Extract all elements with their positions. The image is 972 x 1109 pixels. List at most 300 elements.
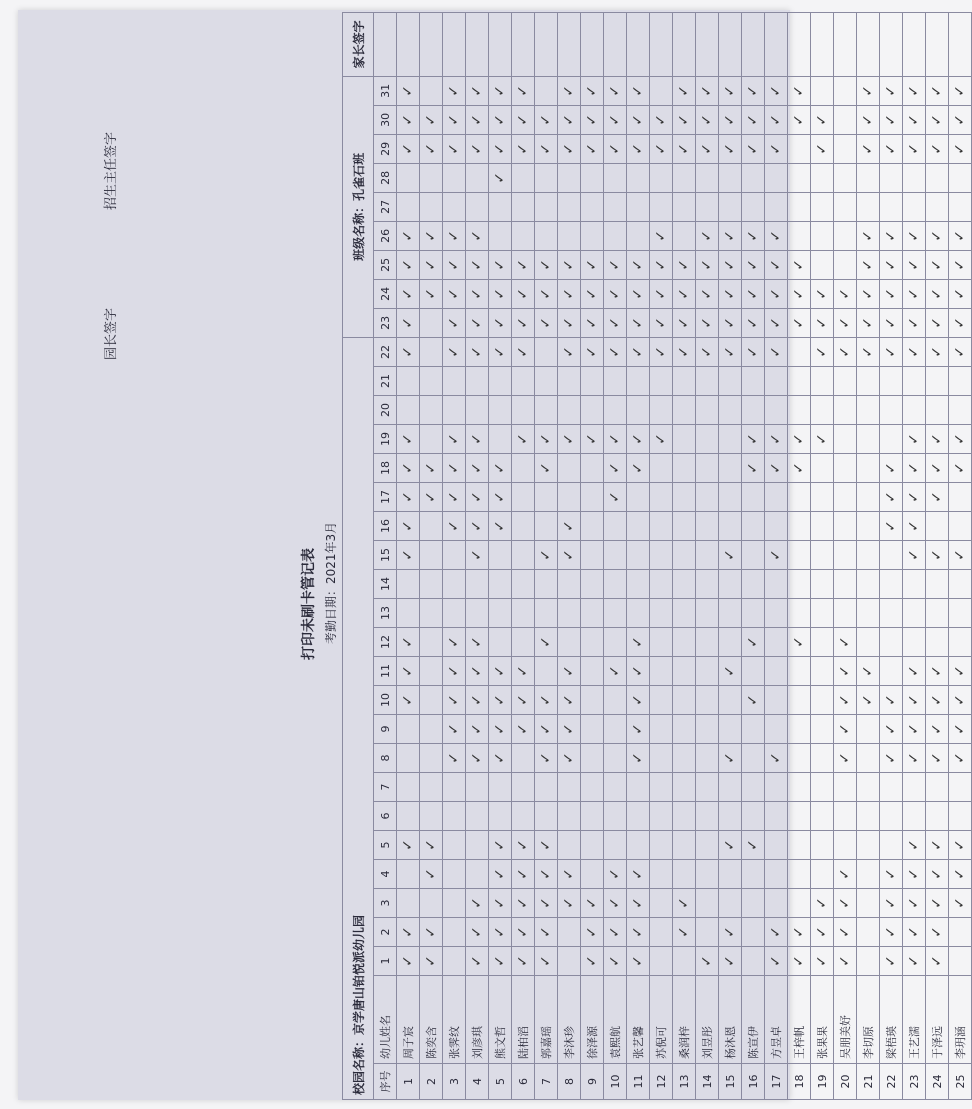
check-mark-icon: ✓ — [489, 686, 512, 715]
check-mark-icon: ✓ — [719, 221, 742, 250]
day-header: 29 — [374, 134, 397, 163]
empty-day-cell — [834, 454, 857, 483]
check-mark-icon: ✓ — [466, 947, 489, 976]
empty-day-cell — [742, 570, 765, 599]
check-mark-icon: ✓ — [489, 947, 512, 976]
check-mark-icon: ✓ — [466, 221, 489, 250]
day-header: 1 — [374, 947, 397, 976]
check-mark-icon: ✓ — [673, 76, 696, 105]
parent-signature-cell — [604, 12, 627, 76]
check-mark-icon: ✓ — [558, 308, 581, 337]
check-mark-icon: ✓ — [535, 105, 558, 134]
row-seq: 6 — [512, 1064, 535, 1100]
empty-day-cell — [512, 541, 535, 570]
row-seq: 23 — [903, 1064, 926, 1100]
empty-day-cell — [466, 570, 489, 599]
child-name: 苏倪可 — [650, 976, 673, 1064]
check-mark-icon: ✓ — [857, 308, 880, 337]
empty-day-cell — [650, 512, 673, 541]
empty-day-cell — [673, 947, 696, 976]
check-mark-icon: ✓ — [765, 425, 788, 454]
check-mark-icon: ✓ — [696, 134, 719, 163]
day-header: 3 — [374, 889, 397, 918]
check-mark-icon: ✓ — [627, 134, 650, 163]
empty-day-cell — [949, 947, 972, 976]
parent-signature-cell — [903, 12, 926, 76]
check-mark-icon: ✓ — [558, 105, 581, 134]
empty-day-cell — [489, 367, 512, 396]
day-header: 2 — [374, 918, 397, 947]
empty-day-cell — [880, 628, 903, 657]
check-mark-icon: ✓ — [535, 134, 558, 163]
check-mark-icon: ✓ — [765, 918, 788, 947]
check-mark-icon: ✓ — [742, 686, 765, 715]
check-mark-icon: ✓ — [949, 134, 972, 163]
empty-day-cell — [903, 396, 926, 425]
empty-day-cell — [650, 686, 673, 715]
empty-day-cell — [604, 744, 627, 773]
empty-day-cell — [443, 773, 466, 802]
check-mark-icon: ✓ — [604, 657, 627, 686]
check-mark-icon: ✓ — [397, 134, 420, 163]
check-mark-icon: ✓ — [466, 744, 489, 773]
check-mark-icon: ✓ — [903, 250, 926, 279]
empty-day-cell — [765, 483, 788, 512]
empty-day-cell — [650, 396, 673, 425]
check-mark-icon: ✓ — [558, 657, 581, 686]
check-mark-icon: ✓ — [949, 744, 972, 773]
empty-day-cell — [742, 483, 765, 512]
empty-day-cell — [673, 773, 696, 802]
check-mark-icon: ✓ — [696, 105, 719, 134]
table-row — [604, 12, 627, 1099]
empty-day-cell — [811, 599, 834, 628]
check-mark-icon: ✓ — [397, 279, 420, 308]
check-mark-icon: ✓ — [489, 279, 512, 308]
check-mark-icon: ✓ — [811, 134, 834, 163]
child-name: 于泽远 — [926, 976, 949, 1064]
empty-day-cell — [834, 773, 857, 802]
check-mark-icon: ✓ — [834, 279, 857, 308]
empty-day-cell — [673, 512, 696, 541]
empty-day-cell — [903, 773, 926, 802]
empty-day-cell — [558, 947, 581, 976]
empty-day-cell — [512, 163, 535, 192]
table-row — [880, 12, 903, 1099]
check-mark-icon: ✓ — [512, 715, 535, 744]
check-mark-icon: ✓ — [949, 76, 972, 105]
check-mark-icon: ✓ — [397, 105, 420, 134]
empty-day-cell — [420, 192, 443, 221]
check-mark-icon: ✓ — [880, 483, 903, 512]
check-mark-icon: ✓ — [811, 425, 834, 454]
empty-day-cell — [765, 396, 788, 425]
empty-day-cell — [650, 163, 673, 192]
table-header-row — [374, 12, 397, 1099]
check-mark-icon: ✓ — [926, 425, 949, 454]
day-header: 18 — [374, 454, 397, 483]
check-mark-icon: ✓ — [788, 628, 811, 657]
check-mark-icon: ✓ — [443, 134, 466, 163]
empty-day-cell — [443, 367, 466, 396]
check-mark-icon: ✓ — [903, 889, 926, 918]
check-mark-icon: ✓ — [857, 279, 880, 308]
check-mark-icon: ✓ — [604, 134, 627, 163]
empty-day-cell — [604, 163, 627, 192]
day-header: 24 — [374, 279, 397, 308]
empty-day-cell — [397, 773, 420, 802]
empty-day-cell — [811, 628, 834, 657]
empty-day-cell — [604, 192, 627, 221]
check-mark-icon: ✓ — [742, 279, 765, 308]
empty-day-cell — [834, 192, 857, 221]
empty-day-cell — [673, 541, 696, 570]
check-mark-icon: ✓ — [949, 541, 972, 570]
check-mark-icon: ✓ — [466, 337, 489, 366]
empty-day-cell — [420, 657, 443, 686]
check-mark-icon: ✓ — [420, 454, 443, 483]
check-mark-icon: ✓ — [742, 221, 765, 250]
table-row — [903, 12, 926, 1099]
empty-day-cell — [397, 570, 420, 599]
check-mark-icon: ✓ — [627, 947, 650, 976]
check-mark-icon: ✓ — [581, 134, 604, 163]
check-mark-icon: ✓ — [696, 947, 719, 976]
check-mark-icon: ✓ — [903, 221, 926, 250]
check-mark-icon: ✓ — [604, 308, 627, 337]
empty-day-cell — [880, 163, 903, 192]
empty-day-cell — [696, 628, 719, 657]
empty-day-cell — [742, 744, 765, 773]
empty-day-cell — [765, 686, 788, 715]
check-mark-icon: ✓ — [834, 715, 857, 744]
check-mark-icon: ✓ — [512, 279, 535, 308]
check-mark-icon: ✓ — [443, 250, 466, 279]
empty-day-cell — [420, 744, 443, 773]
check-mark-icon: ✓ — [903, 337, 926, 366]
empty-day-cell — [420, 541, 443, 570]
empty-day-cell — [857, 454, 880, 483]
empty-day-cell — [420, 163, 443, 192]
check-mark-icon: ✓ — [489, 918, 512, 947]
parent-signature-cell — [696, 12, 719, 76]
check-mark-icon: ✓ — [650, 425, 673, 454]
empty-day-cell — [857, 802, 880, 831]
empty-day-cell — [673, 860, 696, 889]
check-mark-icon: ✓ — [880, 337, 903, 366]
table-row — [742, 12, 765, 1099]
day-header: 13 — [374, 599, 397, 628]
empty-day-cell — [443, 860, 466, 889]
child-name: 王艺濡 — [903, 976, 926, 1064]
empty-day-cell — [834, 367, 857, 396]
empty-day-cell — [880, 773, 903, 802]
empty-day-cell — [696, 744, 719, 773]
check-mark-icon: ✓ — [604, 483, 627, 512]
child-name: 李玥涵 — [949, 976, 972, 1064]
child-name: 吴朋美妤 — [834, 976, 857, 1064]
check-mark-icon: ✓ — [696, 76, 719, 105]
empty-day-cell — [903, 163, 926, 192]
check-mark-icon: ✓ — [650, 105, 673, 134]
check-mark-icon: ✓ — [949, 831, 972, 860]
empty-day-cell — [581, 512, 604, 541]
empty-day-cell — [949, 483, 972, 512]
empty-day-cell — [880, 367, 903, 396]
check-mark-icon: ✓ — [535, 279, 558, 308]
empty-day-cell — [696, 715, 719, 744]
row-seq: 24 — [926, 1064, 949, 1100]
class-name: 班级名称：孔雀石班 — [343, 76, 374, 337]
day-header: 23 — [374, 308, 397, 337]
table-row — [420, 12, 443, 1099]
row-seq: 13 — [673, 1064, 696, 1100]
empty-day-cell — [512, 396, 535, 425]
empty-day-cell — [880, 396, 903, 425]
empty-day-cell — [627, 483, 650, 512]
check-mark-icon: ✓ — [719, 657, 742, 686]
empty-day-cell — [535, 367, 558, 396]
table-row — [673, 12, 696, 1099]
empty-day-cell — [420, 715, 443, 744]
check-mark-icon: ✓ — [420, 483, 443, 512]
child-name: 刘彦琪 — [466, 976, 489, 1064]
empty-day-cell — [512, 628, 535, 657]
empty-day-cell — [512, 454, 535, 483]
check-mark-icon: ✓ — [949, 105, 972, 134]
empty-day-cell — [650, 367, 673, 396]
empty-day-cell — [742, 541, 765, 570]
parent-signature-cell — [788, 12, 811, 76]
check-mark-icon: ✓ — [834, 657, 857, 686]
check-mark-icon: ✓ — [696, 250, 719, 279]
check-mark-icon: ✓ — [811, 947, 834, 976]
empty-day-cell — [489, 802, 512, 831]
check-mark-icon: ✓ — [949, 279, 972, 308]
check-mark-icon: ✓ — [489, 860, 512, 889]
check-mark-icon: ✓ — [857, 686, 880, 715]
empty-day-cell — [443, 918, 466, 947]
check-mark-icon: ✓ — [811, 918, 834, 947]
empty-day-cell — [765, 599, 788, 628]
check-mark-icon: ✓ — [604, 947, 627, 976]
check-mark-icon: ✓ — [673, 105, 696, 134]
check-mark-icon: ✓ — [926, 134, 949, 163]
check-mark-icon: ✓ — [696, 337, 719, 366]
child-name: 杨沐恩 — [719, 976, 742, 1064]
check-mark-icon: ✓ — [489, 715, 512, 744]
empty-day-cell — [535, 802, 558, 831]
empty-day-cell — [696, 570, 719, 599]
check-mark-icon: ✓ — [696, 221, 719, 250]
check-mark-icon: ✓ — [558, 512, 581, 541]
empty-day-cell — [857, 396, 880, 425]
empty-day-cell — [949, 396, 972, 425]
check-mark-icon: ✓ — [627, 628, 650, 657]
check-mark-icon: ✓ — [742, 250, 765, 279]
empty-day-cell — [558, 802, 581, 831]
empty-day-cell — [581, 367, 604, 396]
check-mark-icon: ✓ — [627, 657, 650, 686]
empty-day-cell — [857, 570, 880, 599]
empty-day-cell — [650, 570, 673, 599]
check-mark-icon: ✓ — [489, 512, 512, 541]
parent-signature-cell — [926, 12, 949, 76]
parent-signature-cell — [535, 12, 558, 76]
empty-day-cell — [397, 192, 420, 221]
parent-signature-cell — [489, 12, 512, 76]
check-mark-icon: ✓ — [857, 657, 880, 686]
empty-day-cell — [420, 308, 443, 337]
empty-day-cell — [673, 367, 696, 396]
check-mark-icon: ✓ — [788, 250, 811, 279]
day-header: 17 — [374, 483, 397, 512]
check-mark-icon: ✓ — [834, 889, 857, 918]
empty-day-cell — [512, 599, 535, 628]
empty-day-cell — [558, 628, 581, 657]
check-mark-icon: ✓ — [466, 512, 489, 541]
empty-day-cell — [627, 570, 650, 599]
empty-day-cell — [466, 396, 489, 425]
check-mark-icon: ✓ — [719, 279, 742, 308]
check-mark-icon: ✓ — [535, 541, 558, 570]
empty-day-cell — [742, 396, 765, 425]
empty-day-cell — [834, 541, 857, 570]
empty-day-cell — [650, 802, 673, 831]
empty-day-cell — [604, 599, 627, 628]
empty-day-cell — [650, 192, 673, 221]
check-mark-icon: ✓ — [443, 628, 466, 657]
day-header: 7 — [374, 773, 397, 802]
empty-day-cell — [673, 396, 696, 425]
parent-signature-cell — [443, 12, 466, 76]
check-mark-icon: ✓ — [903, 483, 926, 512]
empty-day-cell — [949, 367, 972, 396]
check-mark-icon: ✓ — [627, 686, 650, 715]
check-mark-icon: ✓ — [742, 105, 765, 134]
day-header: 12 — [374, 628, 397, 657]
empty-day-cell — [765, 512, 788, 541]
check-mark-icon: ✓ — [811, 279, 834, 308]
empty-day-cell — [857, 163, 880, 192]
parent-signature-cell — [834, 12, 857, 76]
empty-day-cell — [857, 831, 880, 860]
empty-day-cell — [604, 396, 627, 425]
empty-day-cell — [535, 773, 558, 802]
empty-day-cell — [581, 221, 604, 250]
empty-day-cell — [834, 134, 857, 163]
check-mark-icon: ✓ — [880, 918, 903, 947]
check-mark-icon: ✓ — [903, 279, 926, 308]
check-mark-icon: ✓ — [765, 308, 788, 337]
empty-day-cell — [949, 163, 972, 192]
check-mark-icon: ✓ — [443, 657, 466, 686]
check-mark-icon: ✓ — [765, 134, 788, 163]
empty-day-cell — [581, 860, 604, 889]
empty-day-cell — [489, 541, 512, 570]
check-mark-icon: ✓ — [788, 105, 811, 134]
check-mark-icon: ✓ — [535, 889, 558, 918]
check-mark-icon: ✓ — [880, 686, 903, 715]
empty-day-cell — [765, 163, 788, 192]
empty-day-cell — [673, 628, 696, 657]
empty-day-cell — [558, 483, 581, 512]
empty-day-cell — [788, 744, 811, 773]
empty-day-cell — [949, 802, 972, 831]
table-row — [397, 12, 420, 1099]
empty-day-cell — [696, 396, 719, 425]
check-mark-icon: ✓ — [627, 744, 650, 773]
child-name: 袁熙航 — [604, 976, 627, 1064]
empty-day-cell — [742, 367, 765, 396]
check-mark-icon: ✓ — [512, 337, 535, 366]
empty-day-cell — [880, 831, 903, 860]
empty-day-cell — [811, 831, 834, 860]
check-mark-icon: ✓ — [949, 250, 972, 279]
check-mark-icon: ✓ — [489, 308, 512, 337]
check-mark-icon: ✓ — [880, 134, 903, 163]
empty-day-cell — [420, 396, 443, 425]
check-mark-icon: ✓ — [880, 221, 903, 250]
check-mark-icon: ✓ — [650, 279, 673, 308]
table-row — [558, 12, 581, 1099]
table-row — [489, 12, 512, 1099]
empty-day-cell — [857, 889, 880, 918]
parent-signature-cell — [650, 12, 673, 76]
check-mark-icon: ✓ — [443, 483, 466, 512]
empty-day-cell — [696, 860, 719, 889]
check-mark-icon: ✓ — [719, 744, 742, 773]
child-name: 张艺馨 — [627, 976, 650, 1064]
check-mark-icon: ✓ — [397, 308, 420, 337]
check-mark-icon: ✓ — [512, 76, 535, 105]
check-mark-icon: ✓ — [420, 250, 443, 279]
empty-day-cell — [811, 221, 834, 250]
check-mark-icon: ✓ — [604, 425, 627, 454]
child-name: 陈奕含 — [420, 976, 443, 1064]
empty-day-cell — [788, 831, 811, 860]
check-mark-icon: ✓ — [788, 947, 811, 976]
empty-day-cell — [742, 715, 765, 744]
empty-day-cell — [558, 773, 581, 802]
parent-signature-cell — [765, 12, 788, 76]
row-seq: 9 — [581, 1064, 604, 1100]
empty-day-cell — [742, 512, 765, 541]
check-mark-icon: ✓ — [466, 279, 489, 308]
check-mark-icon: ✓ — [742, 831, 765, 860]
empty-day-cell — [719, 396, 742, 425]
empty-day-cell — [811, 570, 834, 599]
row-seq: 21 — [857, 1064, 880, 1100]
check-mark-icon: ✓ — [581, 889, 604, 918]
check-mark-icon: ✓ — [719, 337, 742, 366]
empty-day-cell — [949, 192, 972, 221]
empty-day-cell — [788, 221, 811, 250]
empty-day-cell — [512, 483, 535, 512]
check-mark-icon: ✓ — [558, 279, 581, 308]
check-mark-icon: ✓ — [558, 134, 581, 163]
parent-signature-cell — [627, 12, 650, 76]
empty-day-cell — [719, 570, 742, 599]
empty-day-cell — [466, 599, 489, 628]
attendance-table — [342, 12, 972, 1100]
check-mark-icon: ✓ — [903, 715, 926, 744]
check-mark-icon: ✓ — [903, 918, 926, 947]
check-mark-icon: ✓ — [489, 657, 512, 686]
check-mark-icon: ✓ — [949, 308, 972, 337]
empty-day-cell — [558, 570, 581, 599]
empty-day-cell — [719, 454, 742, 483]
